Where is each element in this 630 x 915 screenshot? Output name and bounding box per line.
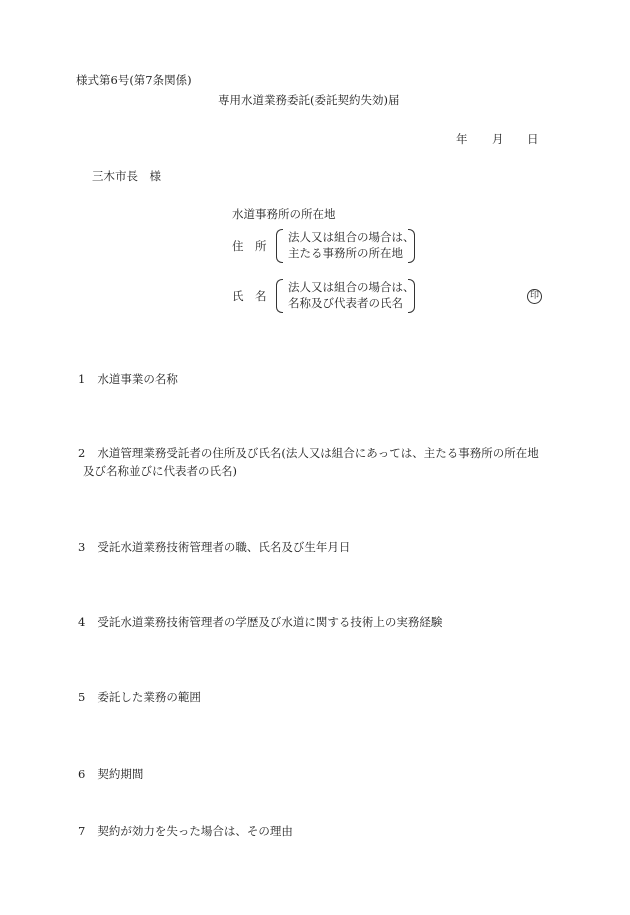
item-7-text: 契約が効力を失った場合は、その理由 <box>97 824 293 838</box>
item-5-number: 5 <box>78 690 86 704</box>
item-1-text: 水道事業の名称 <box>97 372 178 386</box>
address-note-line2: 主たる事務所の所在地 <box>288 246 403 260</box>
name-bracket-left <box>276 279 283 313</box>
office-location-label: 水道事務所の所在地 <box>232 207 336 221</box>
address-note-line1: 法人又は組合の場合は、 <box>288 230 415 244</box>
date-year: 年 <box>456 132 468 146</box>
item-7 <box>78 822 293 840</box>
item-6-text: 契約期間 <box>97 767 144 781</box>
item-2-number: 2 <box>78 446 86 460</box>
address-label: 住 所 <box>232 239 267 253</box>
item-4 <box>78 613 442 631</box>
item-2-text-continued: 及び名称並びに代表者の氏名) <box>83 464 237 478</box>
address-bracket-left <box>276 229 283 263</box>
item-4-text: 受託水道業務技術管理者の学歴及び水道に関する技術上の実務経験 <box>97 615 443 629</box>
item-2 <box>78 444 539 462</box>
name-bracket-right <box>408 279 415 313</box>
item-6-number: 6 <box>78 767 86 781</box>
seal-mark: 印 <box>527 289 542 304</box>
item-7-number: 7 <box>78 824 86 838</box>
date-month: 月 <box>492 132 504 146</box>
document-title: 専用水道業務委託(委託契約失効)届 <box>218 93 400 107</box>
addressee: 三木市長 様 <box>92 169 161 183</box>
item-3-text: 受託水道業務技術管理者の職、氏名及び生年月日 <box>97 540 351 554</box>
item-3-number: 3 <box>78 540 86 554</box>
name-note-line1: 法人又は組合の場合は、 <box>288 280 415 294</box>
item-2-text: 水道管理業務受託者の住所及び氏名(法人又は組合にあっては、主たる事務所の所在地 <box>97 446 539 460</box>
date-day: 日 <box>527 132 539 146</box>
address-bracket-right <box>408 229 415 263</box>
item-5-text: 委託した業務の範囲 <box>97 690 201 704</box>
name-note-line2: 名称及び代表者の氏名 <box>288 296 403 310</box>
item-1-number: 1 <box>78 372 86 386</box>
item-5 <box>78 688 201 706</box>
name-label: 氏 名 <box>232 289 267 303</box>
item-3 <box>78 538 350 556</box>
form-number: 様式第6号(第7条関係) <box>76 73 192 87</box>
item-4-number: 4 <box>78 615 86 629</box>
item-6 <box>78 765 143 783</box>
item-1 <box>78 370 178 388</box>
